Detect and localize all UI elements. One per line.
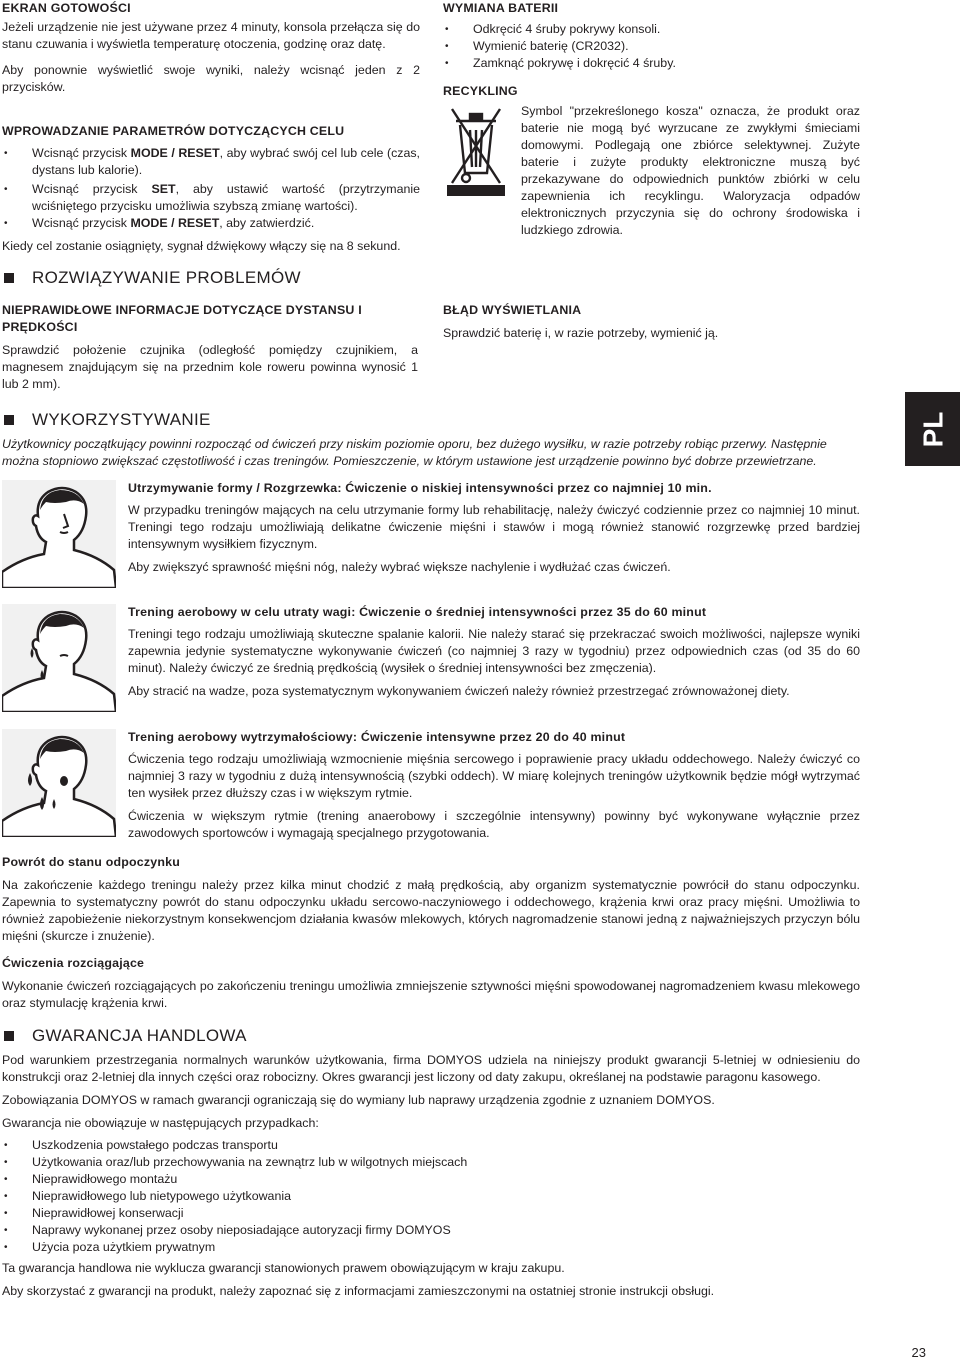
ready-title: EKRAN GOTOWOŚCI	[2, 1, 131, 15]
exhausted-person-figure	[2, 729, 116, 837]
warranty-exclusion-item: • Naprawy wykonanej przez osoby nieposiadające autoryzacji firmy DOMYOS	[2, 1222, 860, 1239]
troubleshooting-title: ROZWIĄZYWANIE PROBLEMÓW	[32, 268, 301, 287]
endurance-text-1: Ćwiczenia tego rodzaju umożliwiają wzmocnienie mięśnia sercowego i poprawienie pracy układu oddechowego. Należy ćwiczyć co najmniej 3 razy w tygodniu z dużą intensywnością (szybki oddech). W miarę kolejnych treningów użytkownik będzie mógł wytrzymać ten wysiłek przez dłuższy czas i w większym rytmie.	[128, 752, 860, 800]
params-item: • Wcisnąć przycisk MODE / RESET, aby zatwierdzić.	[2, 215, 420, 232]
params-note: Kiedy cel zostanie osiągnięty, sygnał dźwiękowy włączy się na 8 sekund.	[2, 239, 401, 253]
troubleshooting-left	[2, 302, 418, 393]
language-tab	[905, 392, 960, 466]
distance-speed-text: Sprawdzić położenie czujnika (odległość pomiędzy czujnikiem, a magnesem znajdującym się na przednim kole roweru powinna wynosić 1 lub 2 mm).	[2, 343, 418, 391]
battery-item: • Wymienić baterię (CR2032).	[443, 38, 863, 55]
warranty-exclusion-item: • Nieprawidłowej konserwacji	[2, 1205, 860, 1222]
endurance-text-2: Ćwiczenia w większym rytmie (trening anaerobowy i szczególnie intensywny) powinny być wykonywane wyłącznie przez zawodowych sportowców i wymagają specjalnego przygotowania.	[128, 809, 860, 840]
cooldown-section	[2, 854, 860, 945]
page-number: 23	[911, 1345, 926, 1360]
endurance-title: Trening aerobowy wytrzymałościowy: Ćwiczenie intensywne przez 20 do 40 minut	[128, 730, 626, 744]
warranty-exclusion-item: • Użycia poza użytkiem prywatnym	[2, 1239, 860, 1256]
battery-item: • Odkręcić 4 śruby pokrywy konsoli.	[443, 21, 863, 38]
weee-crossed-bin-icon	[446, 103, 506, 203]
language-tab-label: PL	[917, 411, 948, 447]
usage-heading	[2, 411, 211, 428]
cooldown-title: Powrót do stanu odpoczynku	[2, 855, 180, 869]
ready-section	[2, 0, 420, 96]
sweating-person-figure	[2, 604, 116, 712]
battery-title: WYMIANA BATERII	[443, 1, 559, 15]
section-bullet-square	[4, 1031, 14, 1041]
cooldown-text: Na zakończenie każdego treningu należy przez kilka minut chodzić z małą prędkością, aby organizm systematycznie powrócił do stanu odpoczynku. Zapewnia to systematyczny powrót do stanu odpoczynku układu sercowo-naczyniowego i oddechowego, krążenia krwi oraz pracy mięśni. Umożliwia to również zapobieżenie niekorzystnym konsekwencjom działania kwasów mlekowych, których nagromadzenie stanowi jedną z najważniejszych przyczyn bólu mięśni (skurcze i znużenie).	[2, 878, 860, 943]
recycling-section	[443, 83, 863, 100]
warranty-body	[2, 1052, 860, 1300]
warranty-text-5: Aby skorzystać z gwarancji na produkt, należy zapoznać się z informacjami zamieszczonymi na ostatniej stronie instrukcji obsługi.	[2, 1284, 715, 1298]
recycling-title: RECYKLING	[443, 84, 518, 98]
fitness-block	[128, 480, 860, 576]
battery-list	[443, 21, 863, 72]
endurance-block	[128, 729, 860, 842]
warranty-text-4: Ta gwarancja handlowa nie wyklucza gwarancji stanowionych prawem obowiązującym w kraju zakupu.	[2, 1261, 565, 1275]
warranty-exclusion-item: • Nieprawidłowego montażu	[2, 1171, 860, 1188]
weight-loss-title: Trening aerobowy w celu utraty wagi: Ćwiczenie o średniej intensywności przez 35 do 60 minut	[128, 605, 707, 619]
usage-intro: Użytkownicy początkujący powinni rozpocząć od ćwiczeń przy niskim poziomie oporu, bez dużego wysiłku, w razie potrzeby robiąc przerwy. Następnie można stopniowo zwiększać częstotliwość i czas treningów. Pomieszczenie, w którym ustawione jest urządzenie powinno być dobrze przewietrzane.	[2, 437, 827, 468]
params-list	[2, 145, 420, 232]
display-error-text: Sprawdzić baterię i, w razie potrzeby, wymienić ją.	[443, 326, 719, 340]
warranty-text-2: Zobowiązania DOMYOS w ramach gwarancji ograniczają się do wymiany lub naprawy urządzenia zgodnie z uznaniem DOMYOS.	[2, 1093, 715, 1107]
weight-loss-text-2: Aby stracić na wadze, poza systematycznym wykonywaniem ćwiczeń należy również przestrzegać zrównoważonej diety.	[128, 684, 790, 698]
params-item: • Wcisnąć przycisk SET, aby ustawić wartość (przytrzymanie wciśniętego przycisku umożliwia szybszą zmianę wartości).	[2, 181, 420, 215]
weight-loss-text-1: Treningi tego rodzaju umożliwiają skuteczne spalanie kalorii. Nie należy starać się przekraczać swoich możliwości, najlepsze wyniki zapewnia jedynie systematyczne wykonywanie ćwiczeń (co najmniej 3 razy w tygodniu) przez odpowiednich czas (od 35 do 60 minut). Należy ćwiczyć ze średnią prędkością (wysiłek o średniej intensywności bez zmęczenia).	[128, 627, 860, 675]
warranty-exclusion-item: • Nieprawidłowego lub nietypowego użytkowania	[2, 1188, 860, 1205]
fitness-text-1: W przypadku treningów mających na celu utrzymanie formy lub rehabilitację, należy ćwiczyć codziennie przez co najmniej 10 minut. Treningi tego rodzaju umożliwiają delikatne ćwiczenie mięśni i stawów i mogą również stanowić rozgrzewkę przed bardziej intensywnym wysiłkiem fizycznym.	[128, 503, 860, 551]
usage-title: WYKORZYSTYWANIE	[32, 410, 211, 429]
recycling-text: Symbol "przekreślonego kosza" oznacza, że produkt oraz baterie nie mogą być wyrzucane ze zwykłymi śmieciami domowymi. Podlegają one zbiórce selektywnej. Zużyte baterie i zużyte produkty elektroniczne muszą być przekazywane do odpowiednich punktów zbiórki w celu zapewnienia ich recyklingu. Waloryzacja odpadów elektronicznych przyczynia się do ochrony środowiska i ludzkiego zdrowia.	[521, 104, 860, 237]
display-error-title: BŁĄD WYŚWIETLANIA	[443, 303, 582, 317]
stretching-text: Wykonanie ćwiczeń rozciągających po zakończeniu treningu umożliwia zmniejszenie sztywności mięśni spowodowanej nagromadzeniem kwasu mlekowego oraz stymulację krążenia krwi.	[2, 979, 860, 1010]
params-title: WPROWADZANIE PARAMETRÓW DOTYCZĄCYCH CELU	[2, 124, 345, 138]
section-bullet-square	[4, 415, 14, 425]
ready-text-1: Jeżeli urządzenie nie jest używane przez 4 minuty, konsola przełącza się do stanu czuwania i wyświetla temperaturę otoczenia, godzinę oraz datę.	[2, 20, 420, 51]
battery-item: • Zamknąć pokrywę i dokręcić 4 śruby.	[443, 55, 863, 72]
warranty-title: GWARANCJA HANDLOWA	[32, 1026, 247, 1045]
battery-section	[443, 0, 863, 72]
section-bullet-square	[4, 273, 14, 283]
warranty-exclusion-item: • Użytkowania oraz/lub przechowywania na zewnątrz lub w wilgotnych miejscach	[2, 1154, 860, 1171]
params-section	[2, 123, 420, 255]
weight-loss-block	[128, 604, 860, 700]
troubleshooting-right	[443, 302, 863, 342]
warranty-exclusion-item: • Uszkodzenia powstałego podczas transportu	[2, 1137, 860, 1154]
stretching-title: Ćwiczenia rozciągające	[2, 956, 145, 970]
warranty-text-3: Gwarancja nie obowiązuje w następujących przypadkach:	[2, 1116, 319, 1130]
warranty-heading	[2, 1027, 247, 1044]
ready-text-2: Aby ponownie wyświetlić swoje wyniki, należy wcisnąć jeden z 2 przycisków.	[2, 63, 420, 94]
warranty-exclusions-list	[2, 1137, 860, 1256]
fitness-title: Utrzymywanie formy / Rozgrzewka: Ćwiczenie o niskiej intensywności przez co najmniej 10 min.	[128, 481, 712, 495]
troubleshooting-heading	[2, 269, 301, 286]
fitness-text-2: Aby zwiększyć sprawność mięśni nóg, należy wybrać większe nachylenie i wydłużać czas ćwiczeń.	[128, 560, 671, 574]
calm-person-figure	[2, 480, 116, 588]
distance-speed-title: NIEPRAWIDŁOWE INFORMACJE DOTYCZĄCE DYSTANSU I PRĘDKOŚCI	[2, 303, 362, 334]
warranty-text-1: Pod warunkiem przestrzegania normalnych warunków użytkowania, firma DOMYOS udziela na niniejszy produkt gwarancji 5-letniej w odniesieniu do konstrukcji oraz 2-letniej dla innych części oraz robocizny. Okres gwarancji jest liczony od daty zakupu, określanej na podstawie paragonu kasowego.	[2, 1053, 860, 1084]
stretching-section	[2, 955, 860, 1012]
params-item: • Wcisnąć przycisk MODE / RESET, aby wybrać swój cel lub cele (czas, dystans lub kalorie).	[2, 145, 420, 179]
